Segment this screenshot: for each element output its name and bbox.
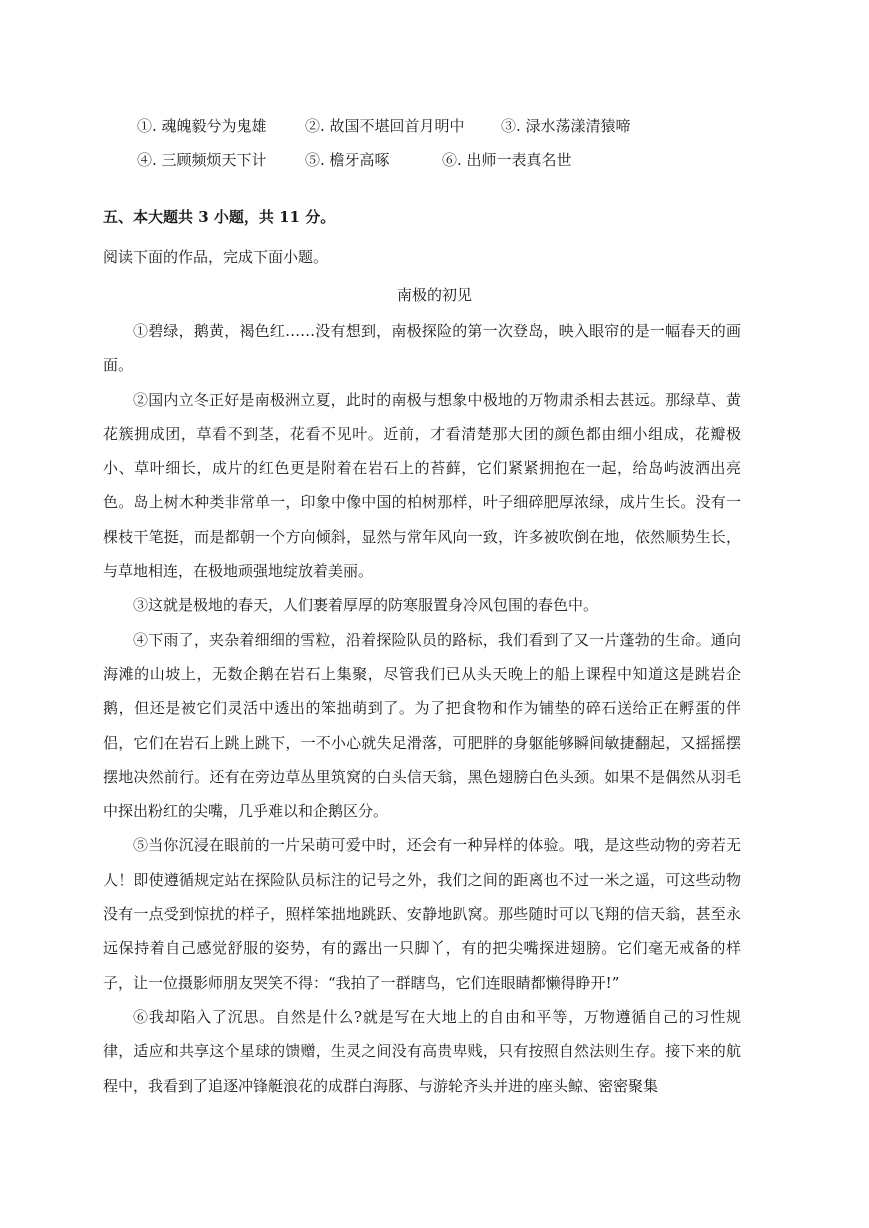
article-body	[103, 314, 741, 1103]
paragraph-3: ③这就是极地的春天，人们裹着厚厚的防寒服置身冷风包围的春色中。	[133, 596, 599, 615]
options-row-1	[137, 108, 777, 142]
section-heading: 五、本大题共 3 小题，共 11 分。	[103, 208, 336, 226]
option-4: ④. 三顾频烦天下计	[137, 150, 267, 169]
answer-options	[137, 108, 777, 176]
paragraph-4: ④下雨了，夹杂着细细的雪粒，沿着探险队员的路标，我们看到了又一片蓬勃的生命。通向海滩的山坡上，无数企鹅在岩石上集聚，尽管我们已从头天晚上的船上课程中知道这是跳岩企鹅，但还是被它们灵活中透出的笨拙萌到了。为了把食物和作为铺垫的碎石送给正在孵蛋的伴侣，它们在岩石上跳上跳下，一不小心就失足滑落，可肥胖的身躯能够瞬间敏捷翻起，又摇摇摆摆地决然前行。还有在旁边草丛里筑窝的白头信天翁，黑色翅膀白色头颈。如果不是偶然从羽毛中探出粉红的尖嘴，几乎难以和企鹅区分。	[103, 630, 741, 821]
paragraph-1: ①碧绿，鹅黄，褐色红……没有想到，南极探险的第一次登岛，映入眼帘的是一幅春天的画面。	[103, 322, 741, 375]
option-5: ⑤. 檐牙高啄	[305, 150, 390, 169]
article-title: 南极的初见	[396, 286, 472, 304]
section-instruction: 阅读下面的作品，完成下面小题。	[103, 248, 329, 266]
option-1: ①. 魂魄毅兮为鬼雄	[137, 116, 267, 135]
option-3: ③. 渌水荡漾清猿啼	[501, 116, 631, 135]
options-row-2	[137, 142, 777, 176]
option-6: ⑥. 出师一表真名世	[442, 150, 572, 169]
paragraph-2: ②国内立冬正好是南极洲立夏，此时的南极与想象中极地的万物肃杀相去甚远。那绿草、黄花簇拥成团，草看不到茎，花看不见叶。近前，才看清楚那大团的颜色都由细小组成，花瓣极小、草叶细长，成片的红色更是附着在岩石上的苔藓，它们紧紧拥抱在一起，给岛屿波洒出亮色。岛上树木种类非常单一，印象中像中国的柏树那样，叶子细碎肥厚浓绿，成片生长。没有一棵枝干笔挺，而是都朝一个方向倾斜，显然与常年风向一致，许多被吹倒在地，依然顺势生长，与草地相连，在极地顽强地绽放着美丽。	[103, 390, 741, 581]
paragraph-5: ⑤当你沉浸在眼前的一片呆萌可爱中时，还会有一种异样的体验。哦，是这些动物的旁若无人！即使遵循规定站在探险队员标注的记号之外，我们之间的距离也不过一米之遥，可这些动物没有一点受到惊扰的样子，照样笨拙地跳跃、安静地趴窝。那些随时可以飞翔的信天翁，甚至永远保持着自己感觉舒服的姿势，有的露出一只脚丫，有的把尖嘴探进翅膀。它们毫无戒备的样子，让一位摄影师朋友哭笑不得：“我拍了一群瞎鸟，它们连眼睛都懒得睁开!”	[103, 836, 741, 992]
paragraph-6: ⑥我却陷入了沉思。自然是什么?就是写在大地上的自由和平等，万物遵循自己的习性规律，适应和共享这个星球的馈赠，生灵之间没有高贵卑贱，只有按照自然法则生存。接下来的航程中，我看到了追逐冲锋艇浪花的成群白海豚、与游轮齐头并进的座头鲸、密密聚集	[103, 1007, 741, 1095]
option-2: ②. 故国不堪回首月明中	[305, 116, 465, 135]
